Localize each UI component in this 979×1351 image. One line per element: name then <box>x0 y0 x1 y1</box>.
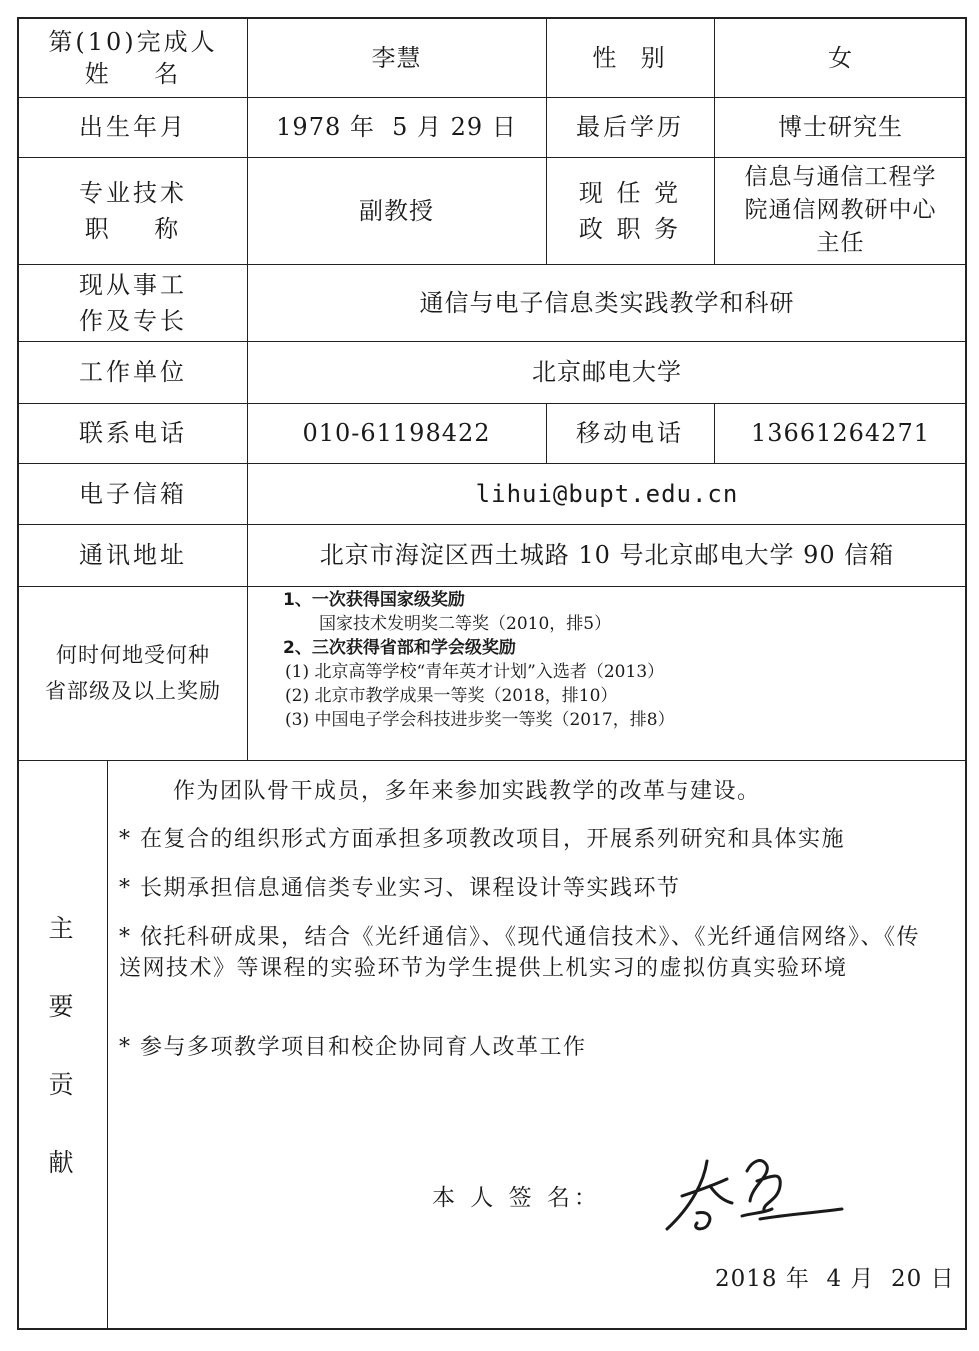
label-line: 何时何地受何种 <box>56 643 210 667</box>
label-char: 献 <box>48 1148 74 1177</box>
label-line: 第(10)完成人 <box>48 28 218 56</box>
handwritten-signature <box>652 1141 852 1241</box>
contribution-paragraph: * 长期承担信息通信类专业实习、课程设计等实践环节 <box>119 876 681 901</box>
contribution-paragraph: 作为团队骨干成员，多年来参加实践教学的改革与建设。 <box>173 779 761 804</box>
label-line: 现从事工 <box>79 270 187 299</box>
label-char: 贡 <box>48 1070 74 1099</box>
contribution-content <box>107 759 957 1329</box>
gender-value: 女 <box>828 44 853 72</box>
education-label: 最后学历 <box>576 113 684 141</box>
work-expertise-value: 通信与电子信息类实践教学和科研 <box>419 288 795 317</box>
label-line: 现 任 党 <box>578 178 682 207</box>
award-entry: (3) 中国电子学会科技进步奖一等奖（2017，排8） <box>285 710 675 730</box>
label-char: 要 <box>48 992 74 1021</box>
party-post-value <box>714 157 967 264</box>
professional-title-label <box>19 157 247 264</box>
signature-label: 本 人 签 名： <box>432 1185 601 1211</box>
main-contribution-label <box>17 759 105 1329</box>
completer-name-label <box>19 19 247 97</box>
address-value: 北京市海淀区西土城路 10 号北京邮电大学 90 信箱 <box>319 541 895 569</box>
value-line: 主任 <box>816 230 865 256</box>
label-line: 政 职 务 <box>578 214 682 243</box>
party-post-label <box>546 157 714 264</box>
label-char: 主 <box>48 914 74 943</box>
awards-list <box>247 588 965 732</box>
work-expertise-label <box>19 264 247 341</box>
birth-label: 出生年月 <box>79 113 187 141</box>
contribution-paragraph: * 依托科研成果，结合《光纤通信》、《现代通信技术》、《光纤通信网络》、《传送网技术》等课程的实验环节为学生提供上机实习的虚拟仿真实验环境 <box>119 925 920 981</box>
birth-value: 1978 年 5 月 29 日 <box>276 113 517 141</box>
phone-label: 联系电话 <box>79 419 187 447</box>
label-line: 省部级及以上奖励 <box>45 679 221 703</box>
label-line: 专业技术 <box>79 178 187 207</box>
employer-value: 北京邮电大学 <box>532 358 682 386</box>
mobile-label: 移动电话 <box>576 419 684 447</box>
email-label: 电子信箱 <box>79 479 187 508</box>
address-label: 通讯地址 <box>79 541 187 569</box>
sign-date: 2018 年 4 月 20 日 <box>715 1266 955 1292</box>
contribution-paragraph: * 在复合的组织形式方面承担多项教改项目，开展系列研究和具体实施 <box>119 827 845 852</box>
award-heading: 1、一次获得国家级奖励 <box>283 590 465 610</box>
gender-label: 性 别 <box>592 44 668 72</box>
award-entry: (2) 北京市教学成果一等奖（2018，排10） <box>285 686 618 706</box>
education-value: 博士研究生 <box>778 113 903 141</box>
employer-label: 工作单位 <box>79 358 187 386</box>
email-value: lihui@bupt.edu.cn <box>475 479 739 508</box>
value-line: 院通信网教研中心 <box>744 197 937 223</box>
award-entry: 国家技术发明奖二等奖（2010，排5） <box>319 614 612 634</box>
label-line: 姓 名 <box>84 60 182 88</box>
award-entry: (1) 北京高等学校“青年英才计划”入选者（2013） <box>285 662 665 682</box>
mobile-value: 13661264271 <box>751 419 930 447</box>
value-line: 信息与通信工程学 <box>744 164 937 190</box>
label-line: 作及专长 <box>79 306 187 335</box>
label-line: 职 称 <box>84 214 182 243</box>
name-value: 李慧 <box>371 44 422 72</box>
contribution-paragraph: * 参与多项教学项目和校企协同育人改革工作 <box>119 1035 587 1060</box>
awards-label <box>19 586 247 760</box>
award-heading: 2、三次获得省部和学会级奖励 <box>283 638 516 658</box>
professional-title-value: 副教授 <box>359 196 434 225</box>
phone-value: 010-61198422 <box>302 419 491 447</box>
